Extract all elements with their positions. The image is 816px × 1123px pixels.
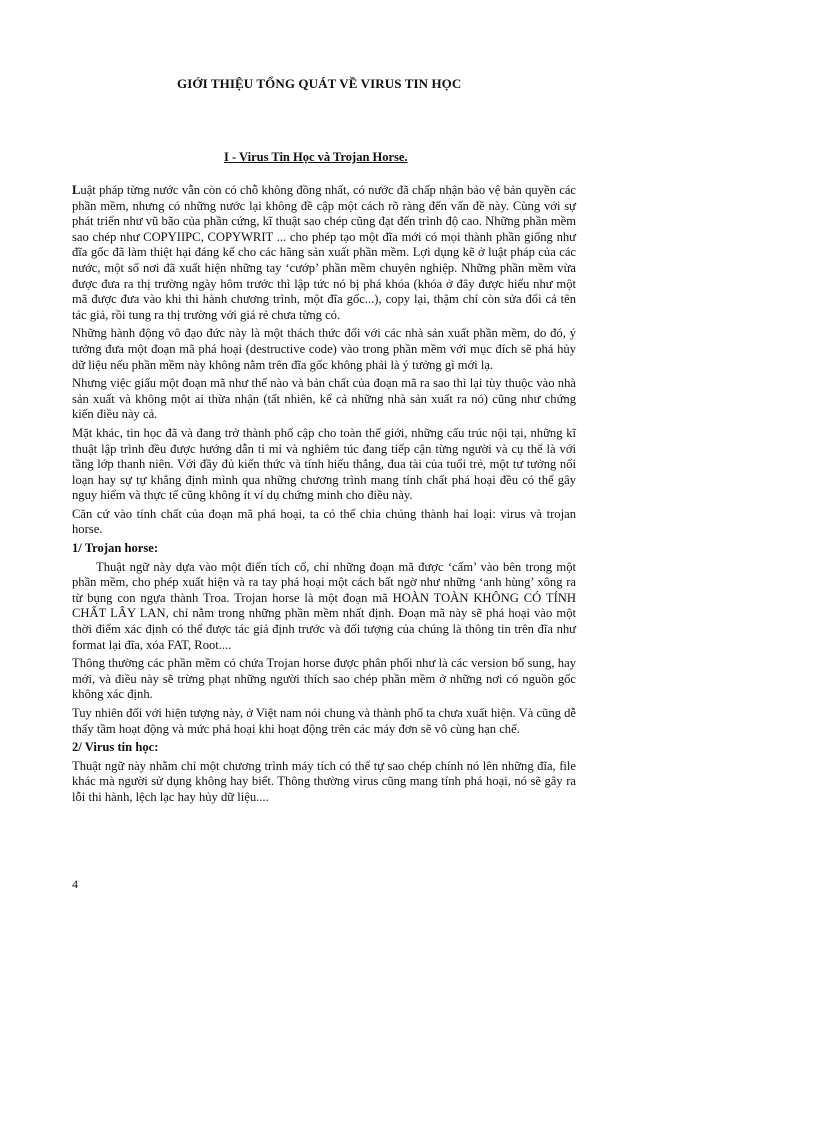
trojan-paragraph: Thông thường các phần mềm có chứa Trojan horse được phân phối như là các version bổ sung, hay mới, và điều này sẽ trừng phạt những người thích sao chép phần mềm ở những nơi có nguồn gốc không xác định. xyxy=(72,656,576,702)
paragraph: Mặt khác, tin học đã và đang trở thành phổ cập cho toàn thế giới, những cấu trúc nội tại, những kĩ thuật lập trình đều được hướng dẫn tỉ mỉ và nghiêm túc đang tiếp cận từng người và cụ thể là với tầng lớp thanh niên. Với đầy đủ kiến thức và tính hiếu thắng, đua tài của tuổi trẻ, một tư tưởng nổi loạn hay sự tự khẳng định mình qua những chương trình mang tính chất phá hoại đều có thể gây nguy hiểm và thực tế cũng không ít ví dụ chứng minh cho điều này. xyxy=(72,425,576,503)
document-title: GIỚI THIỆU TỔNG QUÁT VỀ VIRUS TIN HỌC xyxy=(177,76,462,91)
intro-paragraph xyxy=(72,183,576,323)
trojan-paragraph: Thuật ngữ này dựa vào một điển tích cổ, chỉ những đoạn mã được ‘cấm’ vào bên trong một phần mềm, cho phép xuất hiện và ra tay phá hoại một cách bất ngờ như những ‘anh hùng’ xông ra từ bụng con ngựa thành Troa. Trojan horse là một đoạn mã HOÀN TOÀN KHÔNG CÓ TÍNH CHẤT LÂY LAN, chỉ nằm trong những phần mềm nhất định. Đoạn mã này sẽ phá hoại vào một thời điểm xác định có thể được tác giả định trước và đối tượng của chúng là thông tin trên đĩa như format lại đĩa, xóa FAT, Root.... xyxy=(72,559,576,652)
virus-heading: 2/ Virus tin học: xyxy=(72,740,159,755)
paragraph: Những hành động vô đạo đức này là một thách thức đối với các nhà sản xuất phần mềm, do đó, ý tưởng đưa một đoạn mã phá hoại (destructive code) vào trong phần mềm với mục đích sẽ phá hủy dữ liệu nếu phần mềm này không nằm trên đĩa gốc không phải là ý tưởng gì mới lạ. xyxy=(72,326,576,372)
intro-text: uật pháp từng nước vẫn còn có chỗ không đồng nhất, có nước đã chấp nhận bảo vệ bản quyền các phần mềm, nhưng có những nước lại không đề cập một cách rõ ràng đến vấn đề này. Cùng với sự phát triển như vũ bão của phần cứng, kĩ thuật sao chép cũng đạt đến trình độ cao. Những phần mềm sao chép như COPYIIPC, COPYWRIT ... cho phép tạo một đĩa mới có mọi thành phần giống như đĩa gốc đã làm thiệt hại đáng kể cho các hãng sản xuất phần mềm. Lợi dụng kẽ ở luật pháp của các nước, một số nơi đã xuất hiện những tay ‘cướp’ phần mềm chuyên nghiệp. Những phần mềm vừa được đưa ra thị trường ngày hôm trước thì lập tức nó bị phá khóa (khóa ở đây được hiểu như một mã được đưa vào khi thi hành chương trình, một đĩa gốc...), copy lại, thậm chí còn sửa đổi cả tên tác giả, rồi tung ra thị trường với giá rẻ chưa từng có. xyxy=(72,183,576,322)
body-text xyxy=(72,183,576,809)
page-number: 4 xyxy=(72,877,78,891)
paragraph: Nhưng việc giấu một đoạn mã như thế nào và bản chất của đoạn mã ra sao thì lại tùy thuộc vào nhà sản xuất và không một ai thừa nhận (tất nhiên, kể cả những nhà sản xuất ra nó) cũng như chứng kiến điều này cả. xyxy=(72,376,576,422)
section-title: I - Virus Tin Học và Trojan Horse. xyxy=(224,150,408,164)
paragraph: Căn cứ vào tính chất của đoạn mã phá hoại, ta có thể chia chúng thành hai loại: virus và trojan horse. xyxy=(72,506,576,537)
trojan-paragraph: Tuy nhiên đối với hiện tượng này, ở Việt nam nói chung và thành phố ta chưa xuất hiện. Và cũng dễ thấy tầm hoạt động và mức phá hoại khi hoạt động trên các máy đơn sẽ vô cùng hạn chế. xyxy=(72,706,576,736)
virus-paragraph: Thuật ngữ này nhằm chỉ một chương trình máy tích có thể tự sao chép chính nó lên những đĩa, file khác mà người sử dụng không hay biết. Thông thường virus cũng mang tính phá hoại, nó sẽ gây ra lỗi thi hành, lệch lạc hay hủy dữ liệu.... xyxy=(72,758,576,804)
trojan-heading: 1/ Trojan horse: xyxy=(72,541,159,556)
intro-initial: L xyxy=(72,183,81,197)
